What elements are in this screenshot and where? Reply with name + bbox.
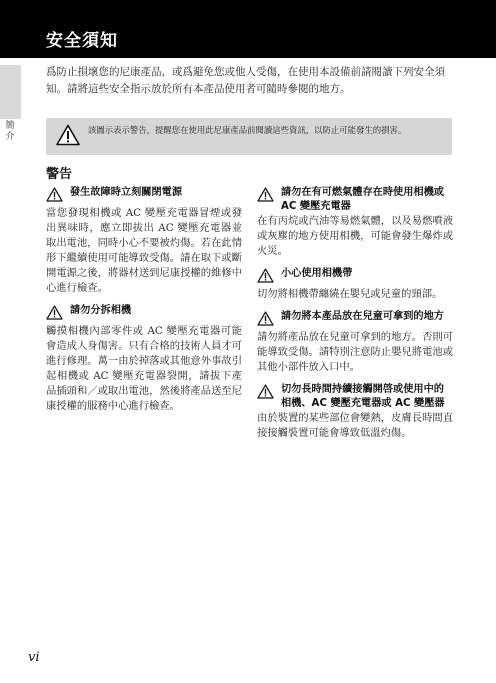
warning-title: 請勿分拆相機 bbox=[70, 305, 132, 316]
warning-triangle-icon bbox=[56, 124, 80, 150]
warning-triangle-icon bbox=[257, 383, 281, 403]
warning-body: 由於裝置的某些部位會變熱，皮膚長時間直接接觸裝置可能會導致低溫灼傷。 bbox=[257, 412, 453, 439]
warning-triangle-icon bbox=[46, 304, 70, 324]
warning-body: 在有丙烷或汽油等易燃氣體，以及易燃噴液或灰塵的地方使用相機，可能會發生爆炸或火災。 bbox=[257, 215, 453, 257]
warning-triangle-icon bbox=[46, 186, 70, 206]
intro-paragraph: 爲防止損壞您的尼康產品，或爲避免您或他人受傷，在使用本設備前請閱讀下列安全須知。請將這些安全指示放於所有本產品使用者可隨時參閱的地方。 bbox=[46, 66, 445, 95]
side-tab bbox=[0, 65, 21, 119]
page-title: 安全須知 bbox=[46, 31, 118, 51]
warning-body: 切勿將相機帶纏繞在嬰兒或兒童的頸部。 bbox=[257, 288, 443, 300]
warning-item bbox=[46, 186, 242, 296]
header-bar bbox=[0, 0, 496, 58]
warnings-left-column bbox=[46, 186, 242, 422]
warning-item bbox=[46, 304, 242, 414]
notice-text: 該圖示表示警告，提醒您在使用此尼康產品前閱讀這些資訊，以防止可能發生的損害。 bbox=[88, 125, 407, 135]
warning-triangle-icon bbox=[257, 267, 281, 287]
notice-box bbox=[46, 118, 452, 155]
warning-item bbox=[257, 310, 453, 375]
warning-title: 切勿長時間持續接觸開啓或使用中的相機、AC 變壓充電器或 AC 變壓器 bbox=[281, 384, 445, 409]
page-number: vi bbox=[28, 650, 40, 665]
warning-title: 發生故障時立刻關閉電源 bbox=[70, 187, 183, 198]
warning-triangle-icon bbox=[257, 310, 281, 330]
warning-title: 小心使用相機帶 bbox=[281, 268, 353, 279]
warning-item bbox=[257, 267, 453, 302]
side-tab-label: 簡介 bbox=[5, 121, 15, 142]
warning-title: 請勿在有可燃氣體存在時使用相機或 AC 變壓充電器 bbox=[281, 187, 444, 212]
warning-item bbox=[257, 186, 453, 259]
warnings-right-column bbox=[257, 186, 453, 449]
warning-triangle-icon bbox=[257, 186, 281, 206]
warning-title: 請勿將本產品放在兒童可拿到的地方 bbox=[281, 311, 444, 322]
warning-body: 觸摸相機內部零件或 AC 變壓充電器可能會造成人身傷害。只有合格的技術人員才可進行修理。萬一由於掉落或其他意外事故引起相機或 AC 變壓充電器裂開，請拔下產品插頭和／或取出電池，然後將產品送至尼康授權的服務中心進行檢查。 bbox=[46, 325, 242, 412]
warning-body: 當您發現相機或 AC 變壓充電器冒煙或發出異味時，應立即拔出 AC 變壓充電器並取出電池，同時小心不要被灼傷。若在此情形下繼續使用可能導致受傷。請在取下或斷開電源之後，將器材送到尼康授權的維修中心進行檢查。 bbox=[46, 207, 242, 294]
warning-item bbox=[257, 383, 453, 441]
section-heading-warning: 警告 bbox=[46, 167, 73, 182]
warning-body: 請勿將產品放在兒童可拿到的地方。否則可能導致受傷。請特別注意防止嬰兒將電池或其他小部件放入口中。 bbox=[257, 331, 453, 373]
